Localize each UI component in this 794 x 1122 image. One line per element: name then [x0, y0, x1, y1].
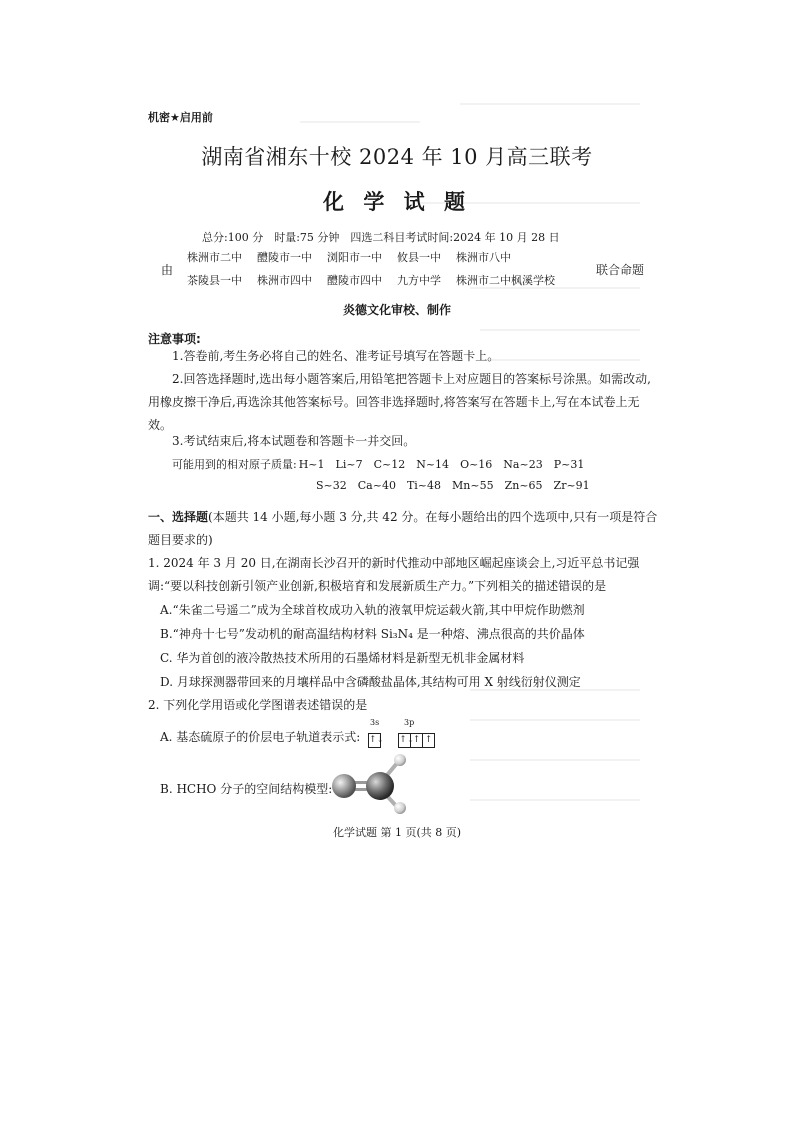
atomic-mass-row-2	[316, 479, 601, 492]
question-1-stem: 1. 2024 年 3 月 20 日,在湖南长沙召开的新时代推动中部地区崛起座谈会上,习近平总书记强调:“要以科技创新引领产业创新,积极培育和发展新质生产力。”下列相关的描述错误的是	[148, 556, 640, 593]
school-name: 攸县一中	[397, 251, 441, 264]
confidential-mark: 机密★启用前	[148, 111, 213, 124]
orbital-box-3p-1: ↑↓	[398, 733, 411, 748]
atomic-mass: N~14	[416, 458, 450, 471]
oxygen-atom	[332, 774, 356, 798]
school-name: 株洲市四中	[257, 274, 312, 287]
question-2-option-a: A. 基态硫原子的价层电子轨道表示式:	[160, 730, 361, 744]
atomic-mass-label: 可能用到的相对原子质量:	[172, 458, 297, 471]
section-heading	[148, 506, 658, 552]
school-name: 茶陵县一中	[187, 274, 242, 287]
orbital-3p-label: 3p	[404, 718, 415, 727]
atomic-mass: Zr~91	[553, 479, 590, 492]
atomic-mass: S~32	[316, 479, 347, 492]
atomic-mass: Zn~65	[504, 479, 543, 492]
question-1-option-b: B.“神舟十七号”发动机的耐高温结构材料 Si₃N₄ 是一种熔、沸点很高的共价晶体	[160, 627, 585, 641]
hcho-molecule-model	[326, 752, 416, 814]
orbital-box-3p-2: ↑	[410, 733, 423, 748]
atomic-mass: Ca~40	[357, 479, 396, 492]
you-label: 由	[161, 263, 174, 277]
carbon-atom	[366, 772, 394, 800]
maker-label: 炎德文化审校、制作	[342, 303, 451, 317]
question-2-option-b: B. HCHO 分子的空间结构模型:	[160, 782, 333, 796]
atomic-mass: C~12	[373, 458, 406, 471]
notice-item-2: 2.回答选择题时,选出每小题答案后,用铅笔把答题卡上对应题目的答案标号涂黑。如需改动,用橡皮擦干净后,再选涂其他答案标号。回答非选择题时,将答案写在答题卡上,写在本试卷上无效。	[148, 372, 651, 432]
question-1-option-a: A.“朱雀二号遥二”成为全球首枚成功入轨的液氧甲烷运载火箭,其中甲烷作助燃剂	[160, 603, 585, 617]
question-2-stem: 2. 下列化学用语或化学图谱表述错误的是	[148, 698, 368, 712]
school-name: 九方中学	[397, 274, 441, 287]
atomic-mass: Na~23	[503, 458, 543, 471]
hydrogen-atom	[394, 754, 406, 766]
notice-item-3: 3.考试结束后,将本试题卷和答题卡一并交回。	[172, 434, 416, 448]
school-name: 浏阳市一中	[327, 251, 382, 264]
school-name: 株洲市八中	[456, 251, 511, 264]
orbital-diagram	[368, 718, 434, 749]
exam-title: 湖南省湘东十校 2024 年 10 月高三联考	[201, 145, 593, 169]
exam-info: 总分:100 分 时量:75 分钟 四选二科目考试时间:2024 年 10 月 28 日	[202, 231, 560, 244]
hydrogen-atom	[394, 802, 406, 814]
atomic-mass: H~1	[298, 458, 325, 471]
school-name: 醴陵市一中	[257, 251, 312, 264]
orbital-box-3p-3: ↑	[422, 733, 435, 748]
school-name: 醴陵市四中	[327, 274, 382, 287]
school-name: 株洲市二中枫溪学校	[456, 274, 555, 287]
notice-item-1: 1.答卷前,考生务必将自己的姓名、准考证号填写在答题卡上。	[172, 349, 500, 363]
atomic-mass: O~16	[460, 458, 493, 471]
school-name: 株洲市二中	[187, 251, 242, 264]
atomic-mass: Li~7	[335, 458, 363, 471]
section-description: (本题共 14 小题,每小题 3 分,共 42 分。在每小题给出的四个选项中,只有一项是符合题目要求的)	[148, 510, 658, 547]
atomic-mass: Mn~55	[452, 479, 494, 492]
notice-heading: 注意事项:	[148, 332, 201, 346]
schools-row-1	[187, 249, 526, 265]
atomic-mass-row-1	[172, 456, 595, 472]
atomic-mass: Ti~48	[406, 479, 442, 492]
atomic-mass: P~31	[553, 458, 585, 471]
schools-row-2	[187, 272, 570, 288]
subject-title: 化 学 试 题	[323, 190, 471, 214]
page-footer: 化学试题 第 1 页(共 8 页)	[332, 826, 462, 839]
section-title: 一、选择题	[148, 510, 209, 524]
orbital-3s-label: 3s	[370, 718, 380, 727]
question-1-option-d: D. 月球探测器带回来的月壤样品中含磷酸盐晶体,其结构可用 X 射线衍射仪测定	[160, 675, 581, 689]
joint-proposition-label: 联合命题	[596, 263, 645, 277]
question-1-option-c: C. 华为首创的液冷散热技术所用的石墨烯材料是新型无机非金属材料	[160, 651, 525, 665]
orbital-box-3s: ↑↓	[368, 733, 381, 748]
